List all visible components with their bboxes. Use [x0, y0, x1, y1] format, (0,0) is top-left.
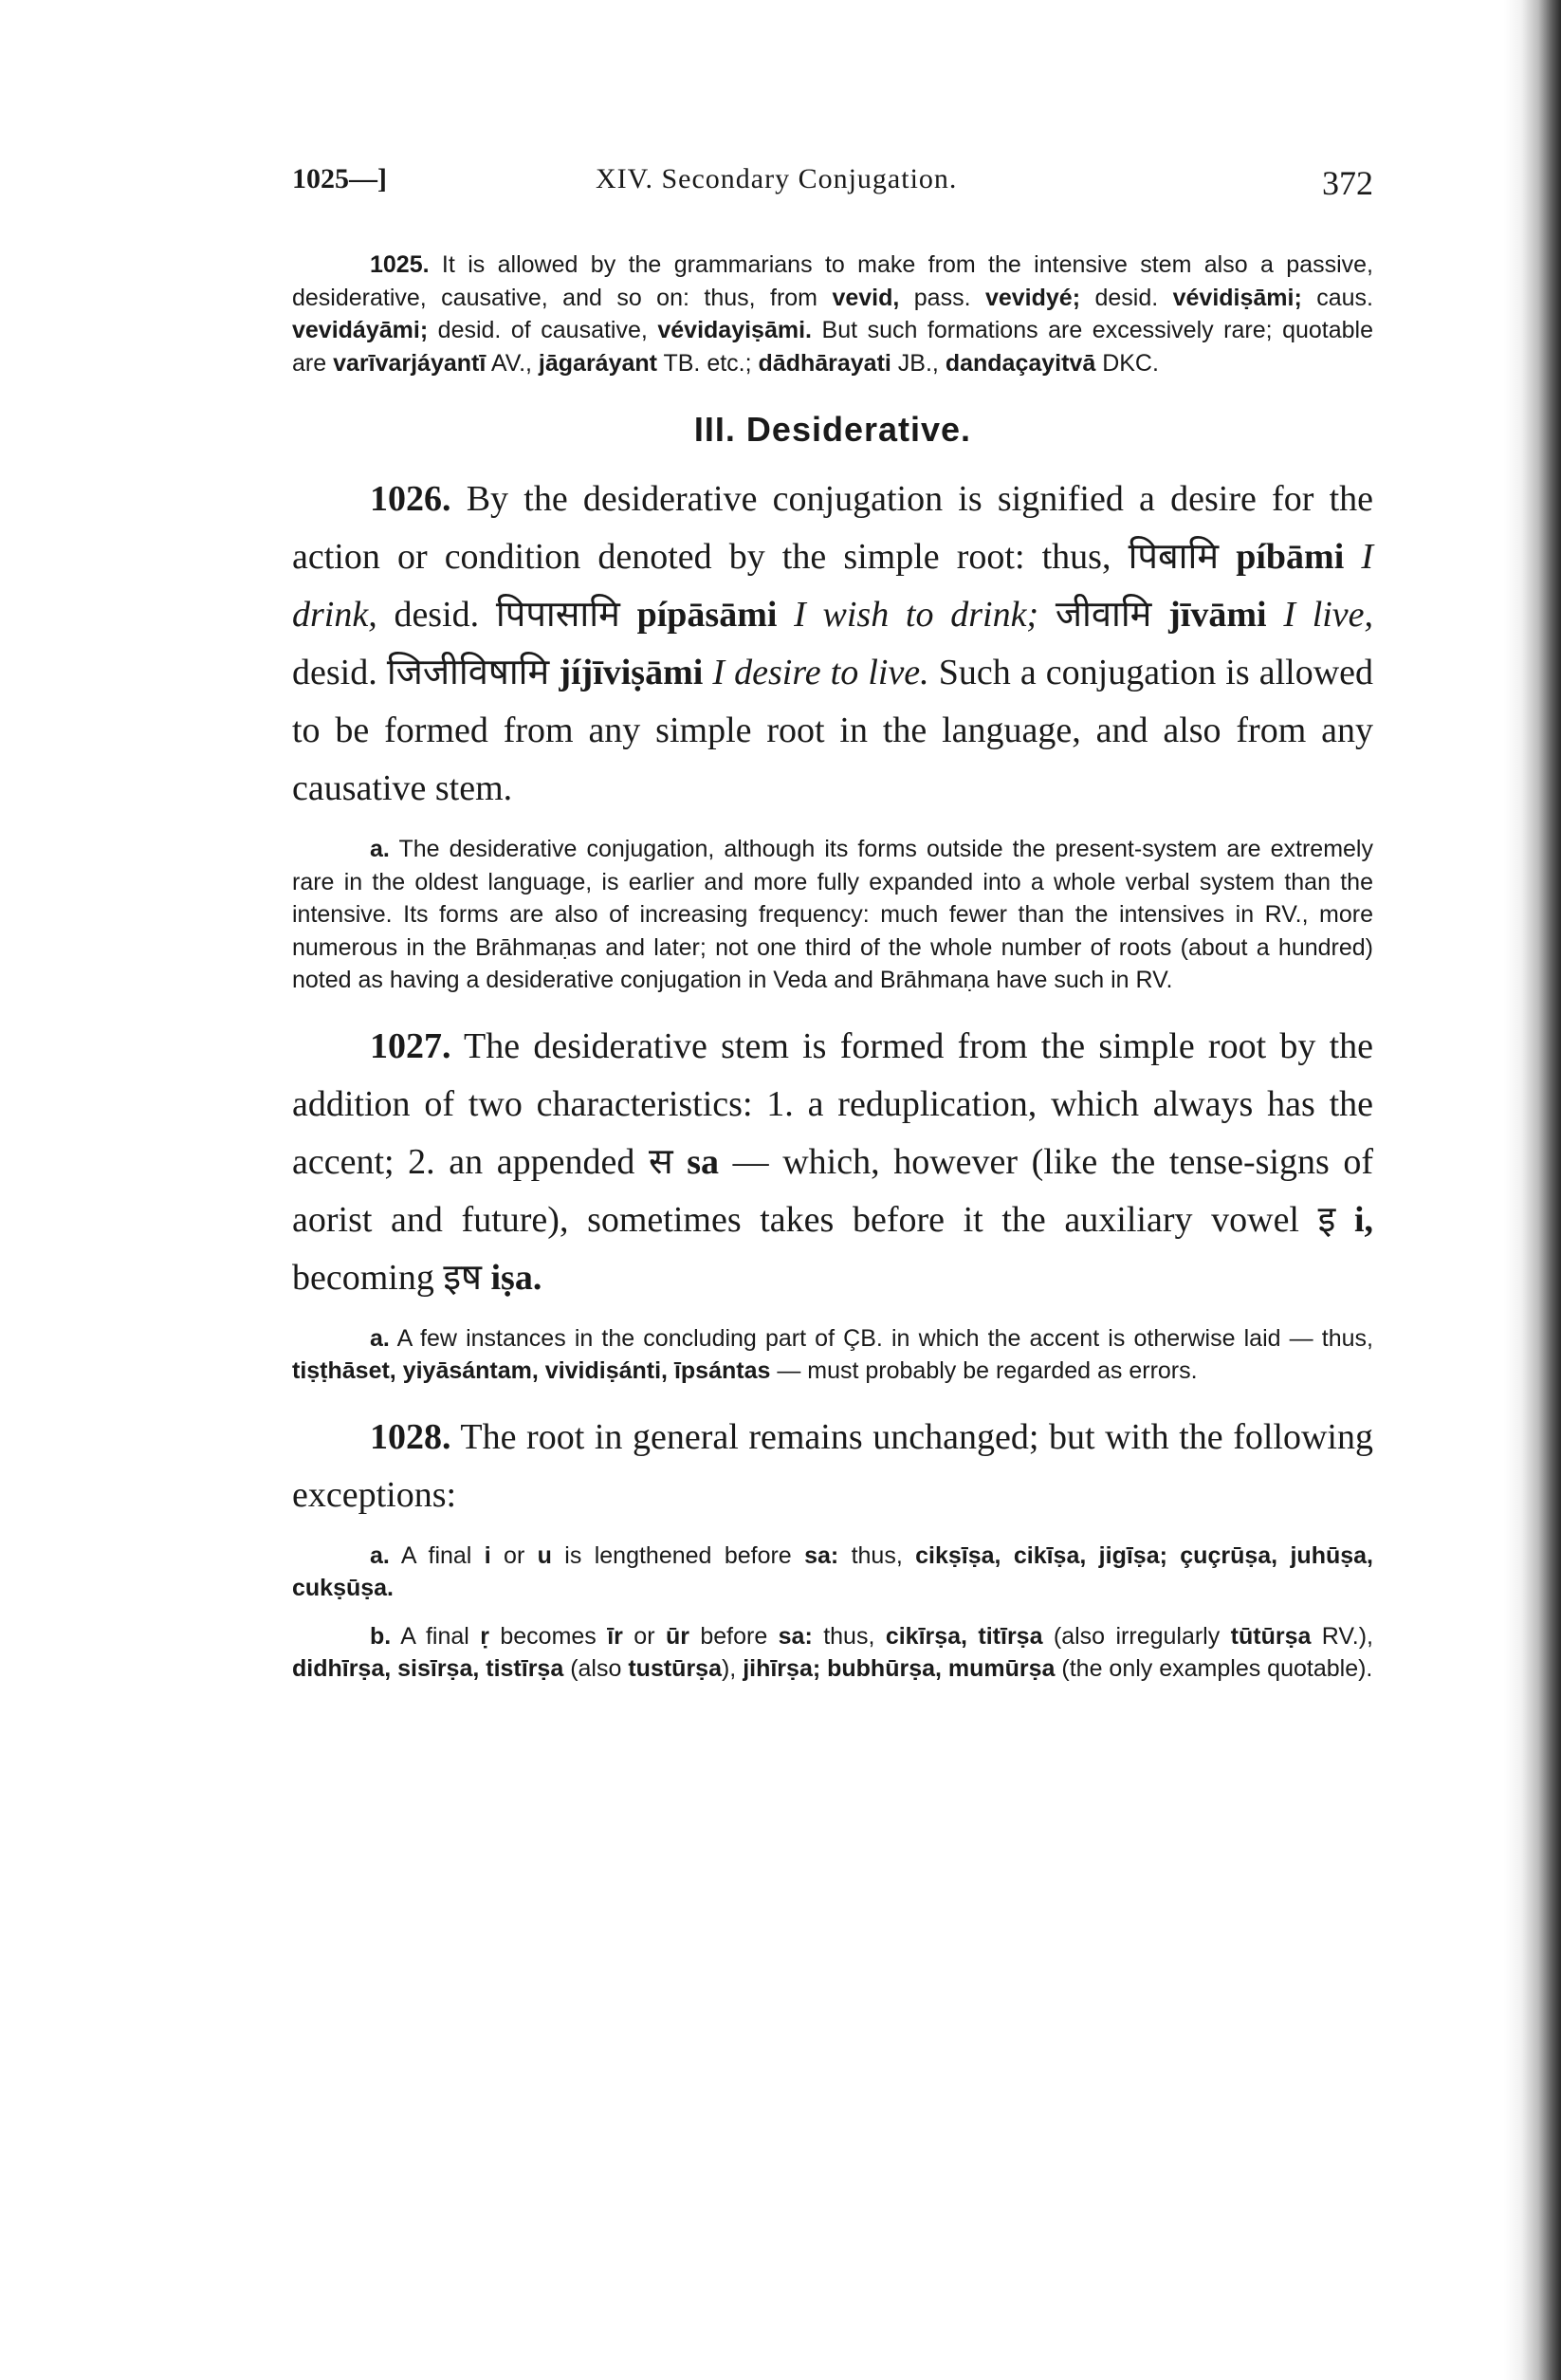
devanagari-word: पिपासामि [495, 595, 620, 635]
devanagari-word: इष [443, 1257, 482, 1298]
sub-label: b. [370, 1622, 392, 1650]
devanagari-word: स [648, 1141, 673, 1182]
paragraph-1027: 1027. The desiderative stem is formed from the simple root by the addition of two characteristics: 1. a reduplication, which always has the accent; 2. an appended स sa — which, however (like the tense-signs of aorist and future), sometimes takes before it the auxiliary vowel इ i, becoming इष iṣa. [292, 1025, 1374, 1298]
paragraph-1025: 1025. It is allowed by the grammarians to make from the intensive stem also a passive, desiderative, causative, and so on: thus, from vevid, pass. vevidyé; desid. vévidiṣāmi; caus. vevidáyāmi; desid. of causative, vévidayiṣāmi. But such formations are excessively rare; quotable are varīvarjáyantī AV., jāgaráyant TB. etc.; dādhārayati JB., dandaçayitvā DKC. [292, 251, 1374, 377]
sub-label: a. [370, 1541, 390, 1569]
paragraph-1026a: a. The desiderative conjugation, although its forms outside the present-system are extremely rare in the oldest language, is earlier and more fully expanded into a whole verbal system than the intensive. Its forms are also of increasing frequency: much fewer than the intensives in RV., more numerous in the Brāhmaṇas and later; not one third of the whole number of roots (about a hundred) noted as having a desiderative conjugation in Veda and Brāhmaṇa have such in RV. [292, 836, 1373, 993]
header-chapter-title: XIV. Secondary Conjugation. [596, 163, 958, 194]
para-number: 1026. [370, 479, 451, 519]
devanagari-word: जीवामि [1055, 595, 1152, 635]
devanagari-word: इ [1317, 1199, 1336, 1240]
header-section-ref: 1025—] [292, 163, 387, 194]
paragraph-1028a: a. A final i or u is lengthened before sa: thus, cikṣīṣa, cikīṣa, jigīṣa; çuçrūṣa, juhūṣa, cukṣūṣa. [292, 1541, 1373, 1601]
paragraph-1028: 1028. The root in general remains unchanged; but with the following exceptions: [292, 1416, 1373, 1515]
paragraph-1027a: a. A few instances in the concluding part of ÇB. in which the accent is otherwise laid — thus, tiṣṭhāset, yiyāsántam, vividiṣánti, īpsántas — must probably be regarded as errors. [292, 1324, 1373, 1384]
page-gutter-shadow [1504, 0, 1561, 2380]
paragraph-1028b: b. A final ṛ becomes īr or ūr before sa: thus, cikīrṣa, titīrṣa (also irregularly tūtūrṣa RV.), didhīrṣa, sisīrṣa, tistīrṣa (also tustūrṣa), jihīrṣa; bubhūrṣa, mumūrṣa (the only examples quotable). [292, 1622, 1373, 1682]
sub-label: a. [370, 836, 390, 862]
paragraph-1026: 1026. By the desiderative conjugation is signified a desire for the action or condition denoted by the simple root: thus, पिबामि píbāmi I drink, desid. पिपासामि pípāsāmi I wish to drink; जीवामि jīvāmi I live, desid. जिजीविषामि jíjīviṣāmi I desire to live. Such a conjugation is allowed to be formed from any simple root in the language, and also from any causative stem. [292, 479, 1374, 808]
para-number: 1025. [370, 251, 430, 278]
para-number: 1027. [370, 1025, 451, 1066]
devanagari-word: जिजीविषामि [386, 653, 550, 692]
sub-label: a. [370, 1324, 390, 1352]
page-body [292, 249, 1373, 1686]
page-number: 372 [1322, 164, 1373, 202]
devanagari-word: पिबामि [1128, 537, 1220, 577]
running-header [292, 163, 1373, 201]
section-title: III. Desiderative. [693, 410, 972, 449]
para-number: 1028. [370, 1416, 451, 1457]
